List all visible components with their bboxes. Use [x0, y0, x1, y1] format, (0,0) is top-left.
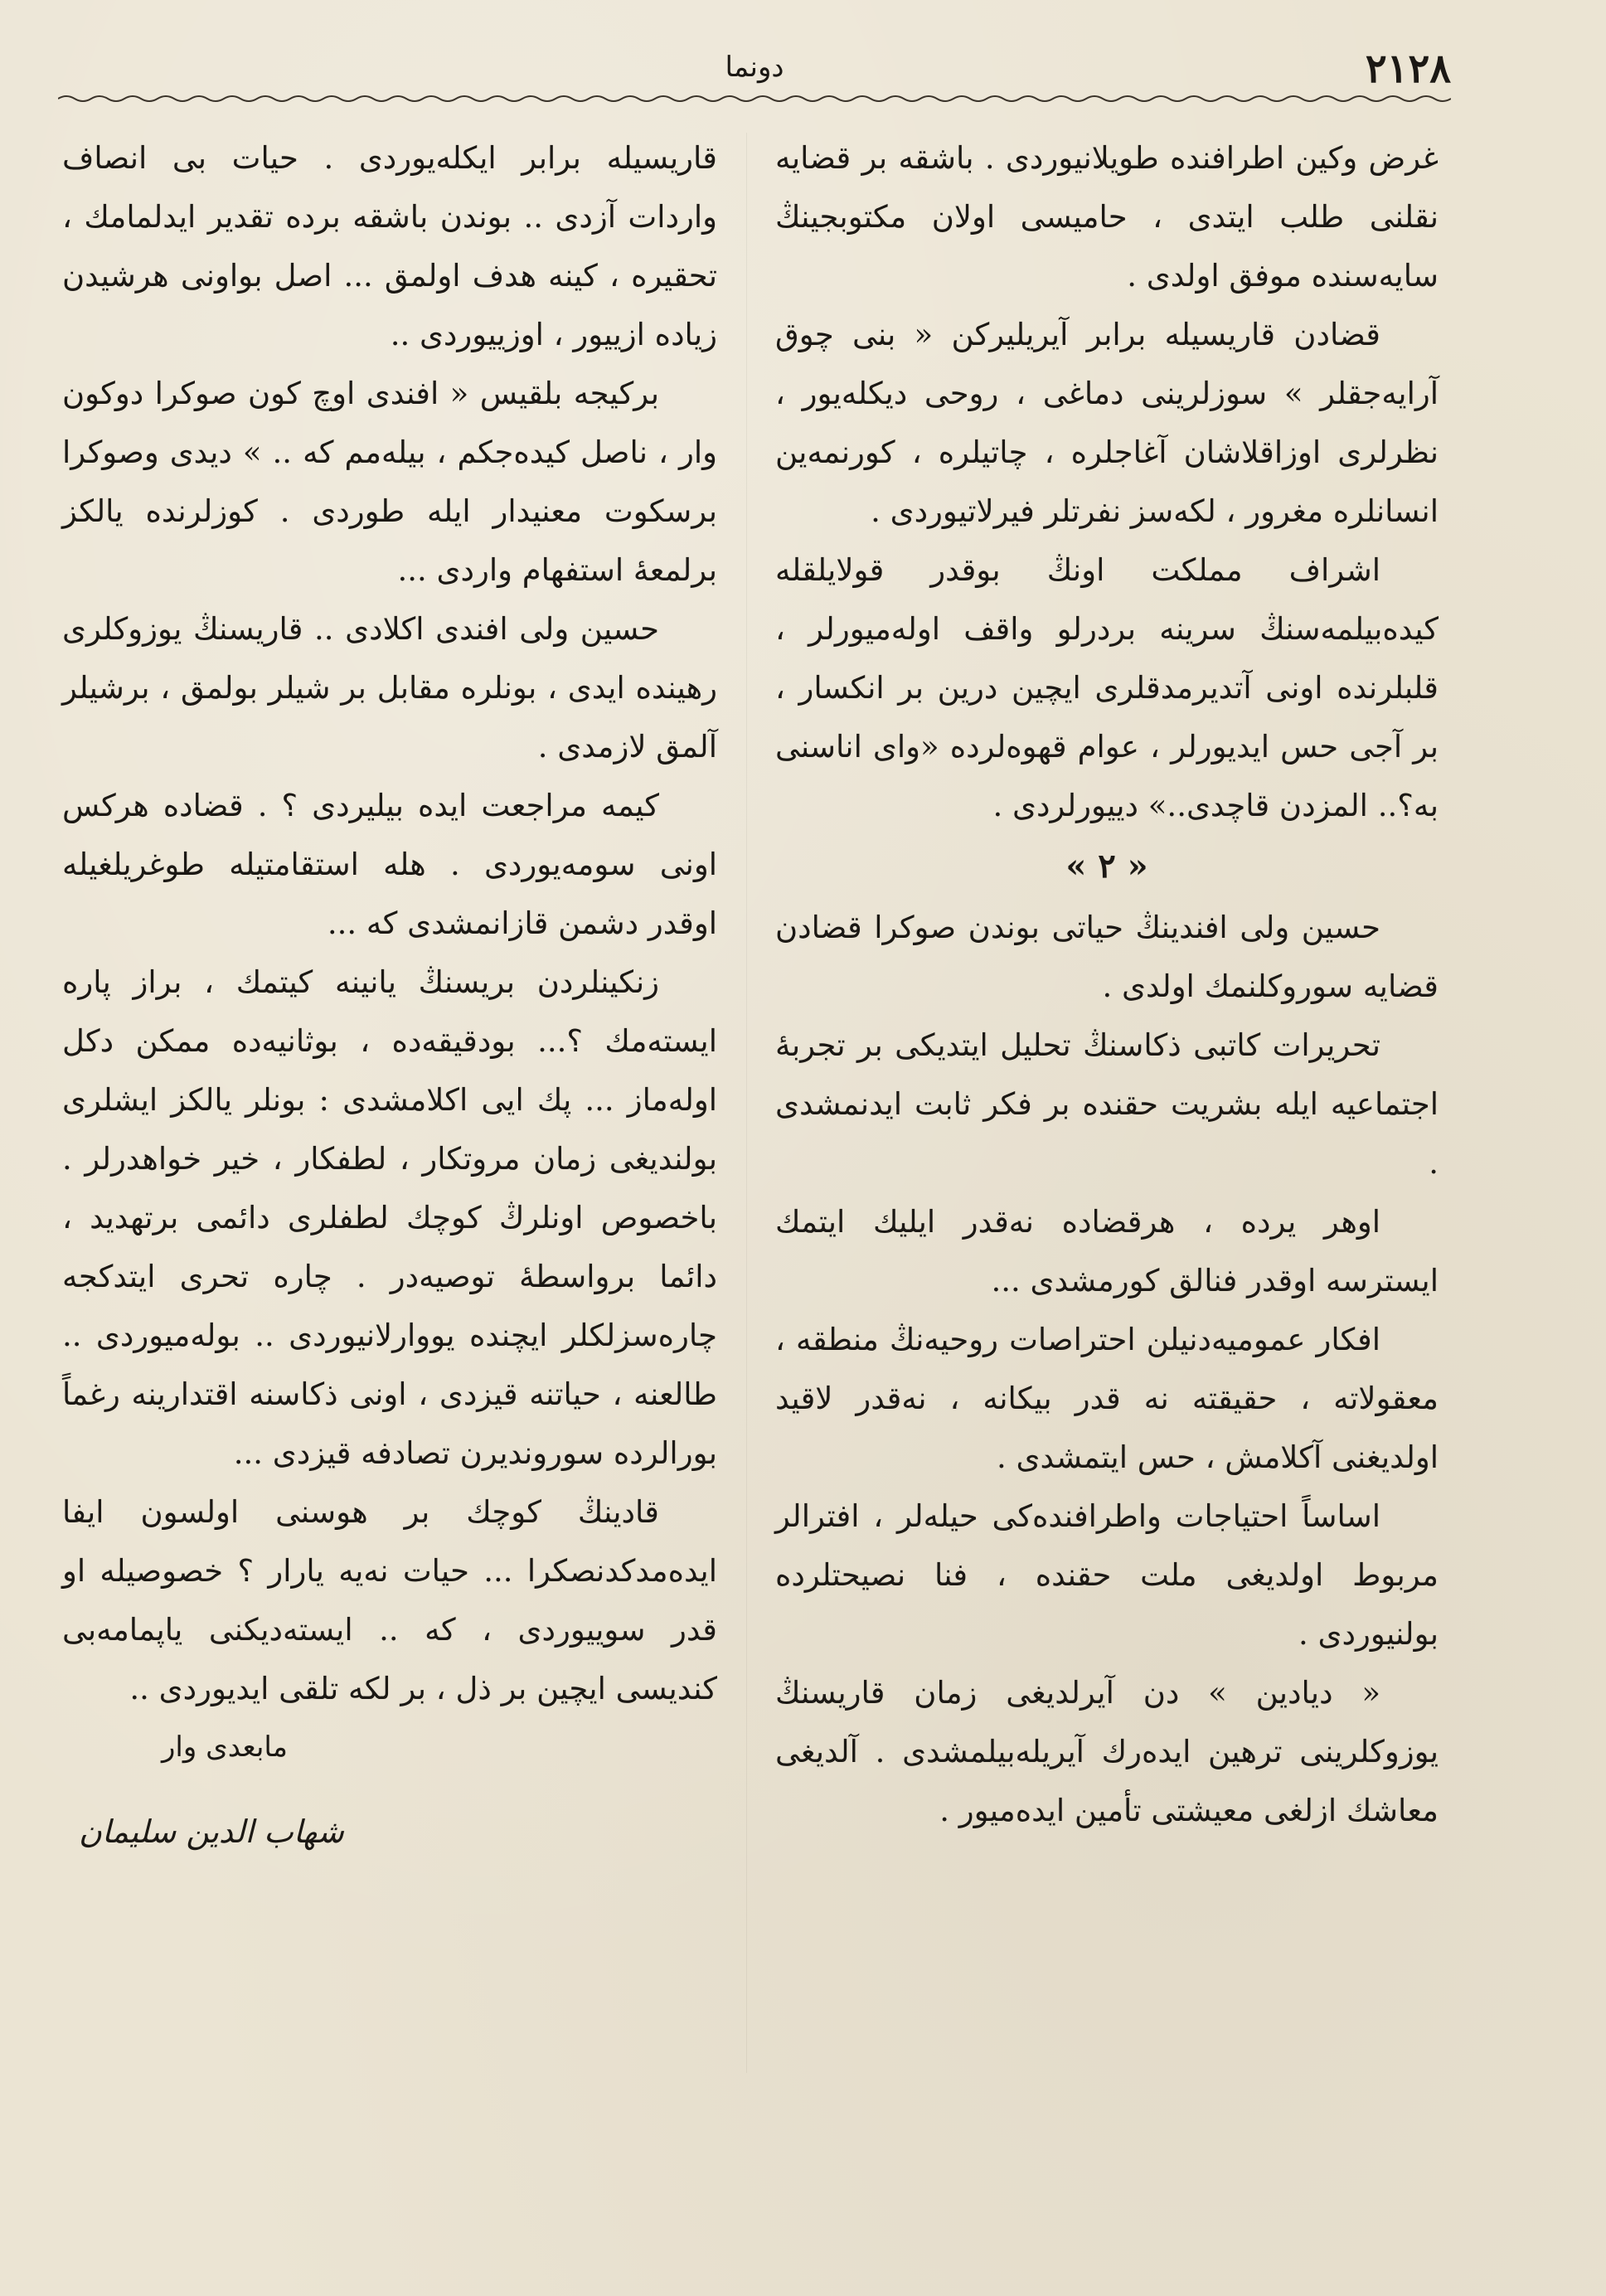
continued-label: مابعدی وار: [162, 1730, 288, 1764]
paragraph: تحریرات کاتبی ذکاسنڭ تحلیل ایتدیکی بر تجربهٔ اجتماعیه ایله بشریت حقنده بر فکر ثابت ایدنمشدی .: [775, 1027, 1439, 1181]
right-text-column: [775, 129, 1439, 1840]
paragraph: « دیادین » دن آیرلدیغی زمان قاریسنڭ یوزوکلرینی ترهین ایده‌رك آیریله‌بیلمشدی . آلدیغی معاشك ازلغی معیشتی تأمین ایده‌میور .: [775, 1675, 1439, 1828]
paragraph: زنکینلردن بریسنڭ یانینه کیتمك ، براز پاره ایسته‌مك ؟... بودقیقه‌ده ، بوثانیه‌ده ممکن دکل اوله‌ماز ... پك ایی اکلامشدی : بونلر یالکز ایشلری بولندیغی زمان مروتکار ، لطفکار ، خیر خواهدرلر . باخصوص اونلرڭ کوچك لطفلری دائمی برتهدید ، دائما برواسطهٔ توصیه‌در . چاره تحری ایتدکجه چاره‌سزلکلر ایچنده یووارلانیوردی .. بوله‌میوردی .. طالعنه ، حیاتنه قیزدی ، اونی ذکاسنه اقتدارینه رغماً بورالرده سوروندیرن تصادفه قیزدی ...: [62, 964, 717, 1471]
running-title: دونما: [725, 51, 784, 84]
decorative-wavy-rule: [58, 93, 1451, 104]
paragraph: اشراف مملکت اونڭ بوقدر قولایلقله کیده‌بیلمه‌سنڭ سرینه بردرلو واقف اوله‌میورلر ، قلبلرنده اونی آتدیرمدقلری ایچین درین بر انکسار ، بر آجی حس ایدیورلر ، عوام قهوه‌لرده «وای اناسنی به؟.. المزدن قاچدی..» دییورلردی .: [775, 552, 1439, 823]
left-text-column: [62, 129, 717, 1869]
paragraph: اساساً احتیاجات واطرافنده‌کی حیله‌لر ، افترالر مربوط اولدیغی ملت حقنده ، فنا نصیحتلرده بولنیوردی .: [775, 1498, 1439, 1652]
paragraph: قاریسیله برابر ایکله‌یوردی . حیات بی انصاف واردات آزدی .. بوندن باشقه برده تقدیر ایدلمامك ، تحقیره ، کینه هدف اولمق ... اصل بواونی هرشیدن زیاده ازییور ، اوزییوردی ..: [62, 140, 717, 352]
author-signature: شهاب الدین سلیمان: [79, 1813, 344, 1850]
paragraph: حسین ولی افندینڭ حیاتی بوندن صوکرا قضادن قضایه سوروکلنمك اولدی .: [775, 910, 1439, 1004]
paragraph: قضادن قاریسیله برابر آیریلیرکن « بنی چوق آرایه‌جقلر » سوزلرینی دماغی ، روحی دیکله‌یور ، نظرلری اوزاقلاشان آغاجلره ، چاتیلره ، کورنمه‌ین انسانلره مغرور ، لکه‌سز نفرتلر فیرلاتیوردی .: [775, 317, 1439, 529]
page-header: [58, 46, 1451, 95]
section-number: « ۲ »: [1065, 847, 1148, 886]
paragraph: قادینڭ کوچك بر هوسنی اولسون ایفا ایده‌مدکدنصکرا ... حیات نه‌یه یارار ؟ خصوصیله او قدر سوییوردی ، که .. ایسته‌دیکنی یاپمامه‌بی کندیسی ایچین بر ذل ، بر لکه تلقی ایدیوردی ..: [62, 1494, 717, 1706]
paragraph: اوهر یرده ، هرقضاده نه‌قدر ایلیك ایتمك ایسترسه اوقدر فنالق کورمشدی ...: [775, 1204, 1439, 1298]
paragraph: افکار عمومیه‌دنیلن احتراصات روحیه‌نڭ منطقه ، معقولاته ، حقیقته نه قدر بیکانه ، نه‌قدر لاقید اولدیغنی آکلامش ، حس ایتمشدی .: [775, 1322, 1439, 1475]
paragraph: حسین ولی افندی اکلادی .. قاریسنڭ یوزوکلری رهینده ایدی ، بونلره مقابل بر شیلر بولمق ، برشیلر آلمق لازمدی .: [62, 611, 717, 765]
column-divider: [746, 133, 747, 2073]
paragraph: کیمه مراجعت ایده بیلیردی ؟ . قضاده هرکس اونی سومه‌یوردی . هله استقامتیله طوغریلغیله اوقدر دشمن قازانمشدی که ...: [62, 788, 717, 941]
paragraph: برکیجه بلقیس « افندی اوچ کون صوکرا دوکون وار ، ناصل کیده‌جکم ، بیله‌مم که .. » دیدی وصوکرا برسکوت معنیدار ایله طوردی . کوزلرنده یالکز برلمعهٔ استفهام واردی ...: [62, 376, 717, 588]
paragraph: غرض وکین اطرافنده طویلانیوردی . باشقه بر قضایه نقلنی طلب ایتدی ، حامیسی اولان مکتوبجینڭ سایه‌سنده موفق اولدی .: [775, 140, 1439, 294]
page-number: ۲۱۲۸: [1365, 46, 1451, 92]
